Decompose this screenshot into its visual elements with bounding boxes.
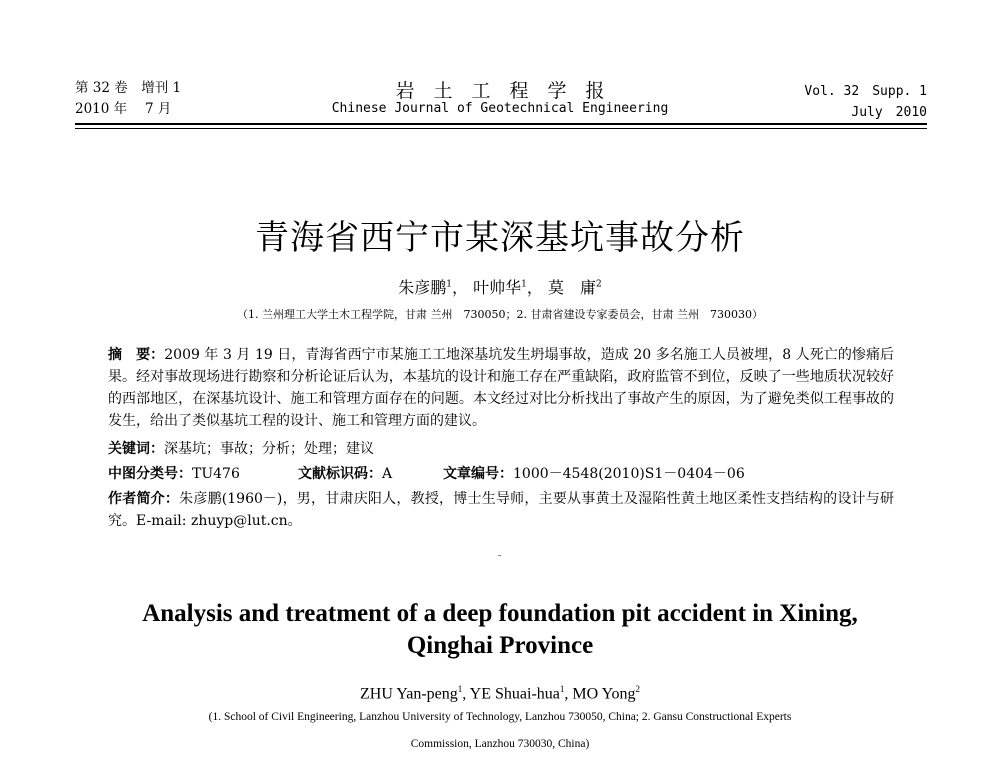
clc-label: 中图分类号： [108, 466, 192, 482]
keywords-text: 深基坑；事故；分析；处理；建议 [164, 441, 374, 457]
article-number-label: 文章编号： [443, 466, 513, 482]
keywords-cn [108, 438, 894, 460]
abstract-cn [108, 344, 894, 432]
author-cn-1: 朱彦鹏 [398, 278, 447, 297]
author-cn-2: 叶帅华 [473, 278, 522, 297]
section-separator [498, 555, 501, 556]
authors-cn: 朱彦鹏$^1$， 叶帅华$^1$， 莫 庸$^2$ [398, 278, 602, 297]
author-en-3-sup: 2 [635, 684, 641, 694]
author-en-2-sup: 1 [559, 684, 565, 694]
affiliation-en-line1: (1. School of Civil Engineering, Lanzhou University of Technology, Lanzhou 730050, China; 2. Gansu Constructional Experts [208, 711, 792, 723]
volume-issue-en: Vol. 32 Supp. 1 [804, 84, 927, 99]
journal-title-cn: 岩 土 工 程 学 报 [395, 80, 605, 102]
affiliation-cn: （1. 兰州理工大学土木工程学院，甘肃 兰州 730050；2. 甘肃省建设专家委员会，甘肃 兰州 730030） [237, 308, 763, 321]
article-title-en-line1: Analysis and treatment of a deep foundation pit accident in Xining, [142, 600, 858, 627]
author-en-1-sup: 1 [457, 684, 463, 694]
author-en-1: ZHU Yan-peng [359, 685, 458, 703]
clc-value: TU476 [192, 466, 240, 482]
abstract-text: 2009 年 3 月 19 日，青海省西宁市某施工工地深基坑发生坍塌事故，造成 20 多名施工人员被埋，8 人死亡的惨痛后果。经对事故现场进行勘察和分析论证后认为，本基坑的设计和施工存在严重缺陷，政府监管不到位，反映了一些地质状况较好的西部地区，在深基坑设计、施工和管理方面存在的问题。本文经过对比分析找出了事故产生的原因，为了避免类似工程事故的发生，给出了类似基坑工程的设计、施工和管理方面的建议。 [108, 347, 894, 429]
bio-text: 朱彦鹏(1960－)，男，甘肃庆阳人，教授，博士生导师，主要从事黄土及湿陷性黄土地区柔性支挡结构的设计与研究。E-mail: zhuyp@lut.cn。 [108, 491, 894, 529]
authors-en: ZHU Yan-peng$^1$, YE Shuai-hua$^1$, MO Yong$^2$ [359, 684, 641, 703]
article-title-en [0, 598, 1000, 662]
doc-code-value: A [382, 466, 393, 482]
publication-date-en: July 2010 [851, 105, 927, 120]
author-en-3: MO Yong [572, 685, 636, 703]
author-cn-2-sup: 1 [521, 279, 527, 290]
classification-line [108, 463, 894, 485]
publication-date: 2010 年 7 月 [75, 101, 172, 117]
doc-code-label: 文献标识码： [298, 466, 382, 482]
volume-issue: 第 32 卷 增刊 1 [75, 80, 182, 96]
journal-title-en: Chinese Journal of Geotechnical Engineering [331, 101, 669, 116]
article-title-cn: 青海省西宁市某深基坑事故分析 [255, 218, 745, 258]
bio-label: 作者简介： [108, 491, 180, 507]
author-cn-1-sup: 1 [446, 279, 453, 290]
header-rule-thick [75, 123, 927, 125]
keywords-label: 关键词： [108, 441, 164, 457]
author-bio [108, 488, 894, 532]
header-rule-thin [75, 128, 927, 129]
author-cn-3-sup: 2 [595, 279, 602, 290]
article-number-value: 1000－4548(2010)S1－0404－06 [513, 466, 745, 482]
abstract-label: 摘 要： [108, 347, 165, 363]
author-cn-3: 莫 庸 [547, 278, 596, 297]
article-title-en-line2: Qinghai Province [406, 632, 594, 659]
affiliation-en-line2: Commission, Lanzhou 730030, China) [410, 738, 590, 750]
author-en-2: YE Shuai-hua [469, 685, 560, 703]
